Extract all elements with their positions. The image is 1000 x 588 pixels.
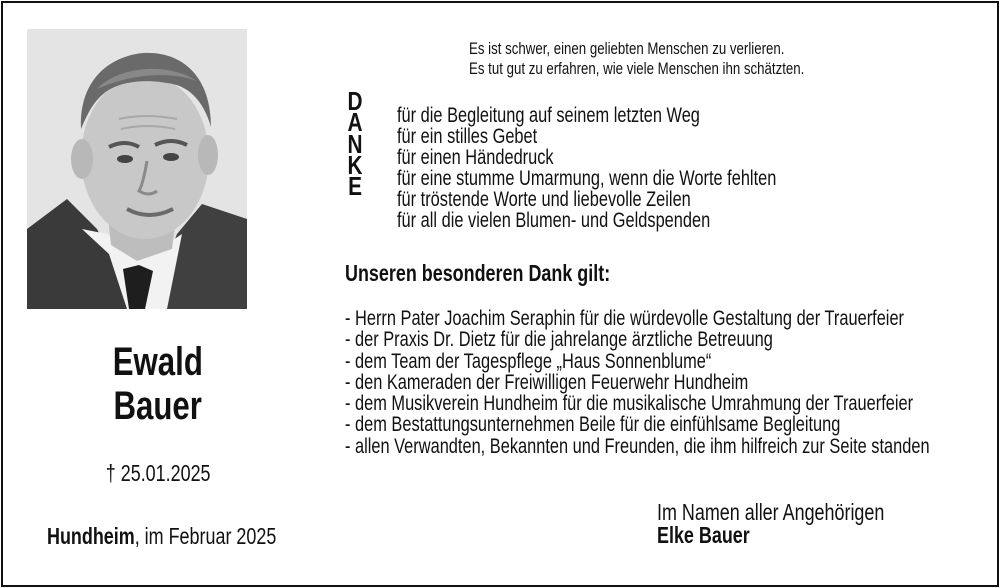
list-item: - der Praxis Dr. Dietz für die jahrelange ärztliche Betreuung	[345, 328, 773, 352]
danke-letter: E	[348, 171, 362, 202]
list-item: - den Kameraden der Freiwilligen Feuerwehr Hundheim	[345, 370, 749, 394]
special-thanks-list	[345, 308, 999, 457]
place-and-date	[47, 523, 341, 550]
signature-intro: Im Namen aller Angehörigen	[657, 499, 885, 525]
quote-line-1: Es ist schwer, einen geliebten Menschen zu verlieren.	[469, 39, 785, 58]
list-item: - Herrn Pater Joachim Seraphin für die würdevolle Gestaltung der Trauerfeier	[345, 307, 905, 330]
danke-letter: D	[347, 86, 363, 116]
danke-line: für eine stumme Umarmung, wenn die Worte fehlten	[397, 167, 777, 190]
danke-line: für tröstende Worte und liebevolle Zeilen	[397, 188, 691, 211]
danke-lines	[397, 105, 883, 231]
portrait-image	[27, 29, 247, 309]
place-town: Hundheim	[47, 523, 135, 549]
deceased-first-name: Ewald	[112, 340, 204, 384]
danke-line: für die Begleitung auf seinem letzten Weg	[397, 104, 700, 127]
danke-line: für einen Händedruck	[397, 146, 554, 169]
danke-letter: A	[347, 107, 363, 138]
quote-line-2: Es tut gut zu erfahren, wie viele Menschen ihn schätzten.	[469, 59, 805, 78]
list-item: - dem Musikverein Hundheim für die musikalische Umrahmung der Trauerfeier	[345, 392, 914, 416]
signature-name: Elke Bauer	[657, 522, 750, 548]
danke-acrostic	[345, 86, 365, 202]
danke-line: für all die vielen Blumen- und Geldspenden	[397, 209, 711, 232]
special-thanks-heading: Unseren besonderen Dank gilt:	[345, 260, 611, 286]
danke-letter: K	[347, 149, 363, 180]
list-item: - dem Team der Tagespflege „Haus Sonnenblume“	[345, 349, 712, 373]
list-item: - allen Verwandten, Bekannten und Freunden, die ihm hilfreich zur Seite standen	[345, 434, 930, 458]
danke-letter: N	[347, 128, 363, 159]
deceased-last-name: Bauer	[113, 384, 203, 428]
obituary-card	[1, 1, 999, 587]
list-item: - dem Bestattungsunternehmen Beile für die einfühlsame Begleitung	[345, 413, 841, 437]
place-date: , im Februar 2025	[134, 523, 277, 549]
danke-line: für ein stilles Gebet	[397, 125, 538, 148]
death-date: † 25.01.2025	[105, 460, 211, 486]
portrait-photo	[27, 29, 247, 309]
